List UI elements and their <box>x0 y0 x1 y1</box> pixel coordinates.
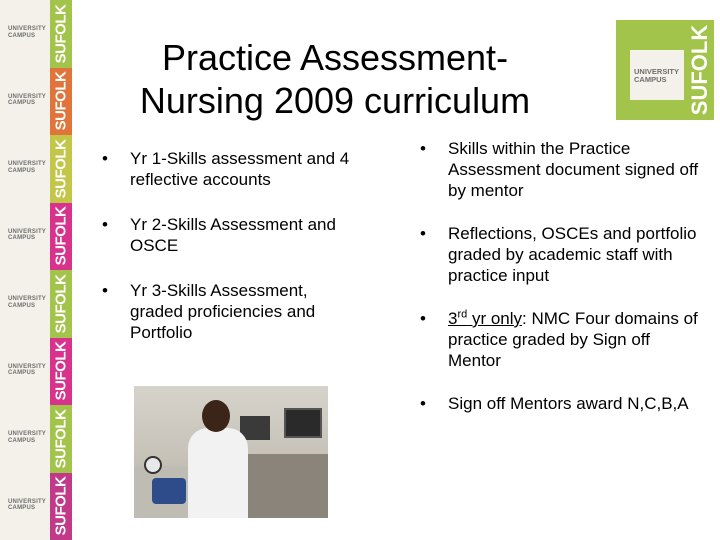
side-strip-vertical-text <box>50 203 72 271</box>
side-strip-wordmark-line-2: CAMPUS <box>8 302 36 309</box>
left-bullet-2: • Yr 2-Skills Assessment and OSCE <box>102 214 362 256</box>
left-bullet-list <box>102 148 362 343</box>
side-strip-tile <box>0 0 72 68</box>
right-bullet-4: • Sign off Mentors award N,C,B,A <box>420 393 705 414</box>
side-strip-wordmark-line-2: CAMPUS <box>8 370 36 376</box>
side-strip-wordmark-line-2: CAMPUS <box>8 235 36 241</box>
side-strip-vertical-text <box>50 0 72 68</box>
side-strip-wordmark <box>8 364 46 377</box>
side-strip-wordmark <box>8 26 46 39</box>
side-strip-vertical-label: SUFOLK <box>52 409 70 469</box>
logo-wordmark-line-1: UNIVERSITY <box>634 67 680 76</box>
side-strip-vertical-text <box>50 405 72 473</box>
title-line-1: Practice Assessment- <box>161 37 509 78</box>
side-strip-wordmark <box>8 229 46 242</box>
slide-title <box>110 36 560 122</box>
third-year-rest-text: : NMC Four domains of practice graded by Sign off Mentor <box>448 309 698 370</box>
side-strip-vertical-label: SUFOLK <box>52 274 70 334</box>
side-strip-wordmark-line-1: UNIVERSITY <box>8 363 47 370</box>
side-strip-wordmark-line-1: UNIVERSITY <box>8 161 47 167</box>
right-bullet-list <box>420 138 705 414</box>
side-strip-wordmark-line-2: CAMPUS <box>8 100 36 106</box>
side-strip-logo <box>0 473 50 540</box>
side-strip-wordmark-line-2: CAMPUS <box>8 505 36 511</box>
side-strip-logo <box>0 405 50 473</box>
third-year-ordinal: rd <box>457 308 468 321</box>
photo-nurse-body <box>188 428 248 518</box>
side-strip-logo <box>0 0 50 68</box>
side-strip-vertical-label: SUFOLK <box>52 71 70 131</box>
logo-wordmark <box>634 68 679 84</box>
right-bullet-1: • Skills within the Practice Assessment document signed off by mentor <box>420 138 705 201</box>
side-strip-vertical-text <box>50 270 72 338</box>
side-strip-vertical-text <box>50 135 72 203</box>
side-strip-wordmark <box>8 94 46 107</box>
side-strip-wordmark-line-1: UNIVERSITY <box>8 228 47 235</box>
side-strip-wordmark-line-2: CAMPUS <box>8 437 36 444</box>
university-logo <box>616 20 714 120</box>
side-strip-vertical-text <box>50 338 72 406</box>
side-strip-wordmark-line-1: UNIVERSITY <box>8 93 47 100</box>
side-strip-vertical-label: SUFOLK <box>52 4 70 64</box>
nurse-photo <box>134 386 328 518</box>
photo-nurse-head <box>202 400 230 432</box>
side-strip-logo <box>0 270 50 338</box>
side-strip-tile <box>0 135 72 203</box>
right-bullet-3 <box>420 308 705 371</box>
third-year-underlined <box>448 309 522 328</box>
side-strip-tile <box>0 203 72 271</box>
side-strip-wordmark-line-1: UNIVERSITY <box>8 431 47 437</box>
side-strip-logo <box>0 68 50 136</box>
side-strip-vertical-text <box>50 473 72 540</box>
third-year-only-text: yr only <box>467 309 523 328</box>
logo-wordmark-line-2: CAMPUS <box>634 75 667 84</box>
logo-wordmark-panel <box>630 50 684 100</box>
side-strip-tile <box>0 405 72 473</box>
side-strip-logo <box>0 338 50 406</box>
side-strip-tile <box>0 68 72 136</box>
side-strip-tile <box>0 338 72 406</box>
side-strip-wordmark-line-1: UNIVERSITY <box>8 296 47 302</box>
side-strip-wordmark-line-1: UNIVERSITY <box>8 498 47 505</box>
side-strip-logo <box>0 203 50 271</box>
side-strip-wordmark <box>8 431 46 444</box>
photo-bp-gauge <box>144 456 162 474</box>
side-strip-vertical-label: SUFOLK <box>52 139 70 199</box>
side-strip-wordmark-line-2: CAMPUS <box>8 167 36 174</box>
side-strip-tile <box>0 270 72 338</box>
side-strip-wordmark-line-1: UNIVERSITY <box>8 26 47 32</box>
third-year-number: 3 <box>448 309 458 328</box>
left-bullet-1: • Yr 1-Skills assessment and 4 reflective accounts <box>102 148 362 190</box>
side-strip-vertical-label: SUFOLK <box>52 476 70 536</box>
title-line-2: Nursing 2009 curriculum <box>139 80 531 121</box>
side-strip-wordmark <box>8 161 46 174</box>
left-bullet-3: • Yr 3-Skills Assessment, graded proficiencies and Portfolio <box>102 280 362 343</box>
logo-vertical-text <box>686 20 714 120</box>
side-strip-vertical-label: SUFOLK <box>52 341 70 401</box>
side-strip-vertical-text <box>50 68 72 136</box>
logo-vertical-label: SUFOLK <box>687 24 712 116</box>
right-bullet-2: • Reflections, OSCEs and portfolio graded by academic staff with practice input <box>420 223 705 286</box>
side-strip-wordmark <box>8 499 46 512</box>
side-strip-logo <box>0 135 50 203</box>
photo-bp-cuff <box>152 478 186 504</box>
side-branding-strip <box>0 0 72 540</box>
side-strip-wordmark-line-2: CAMPUS <box>8 32 36 39</box>
side-strip-wordmark <box>8 296 46 309</box>
side-strip-vertical-label: SUFOLK <box>52 206 70 266</box>
photo-monitor <box>284 408 322 438</box>
side-strip-tile <box>0 473 72 540</box>
